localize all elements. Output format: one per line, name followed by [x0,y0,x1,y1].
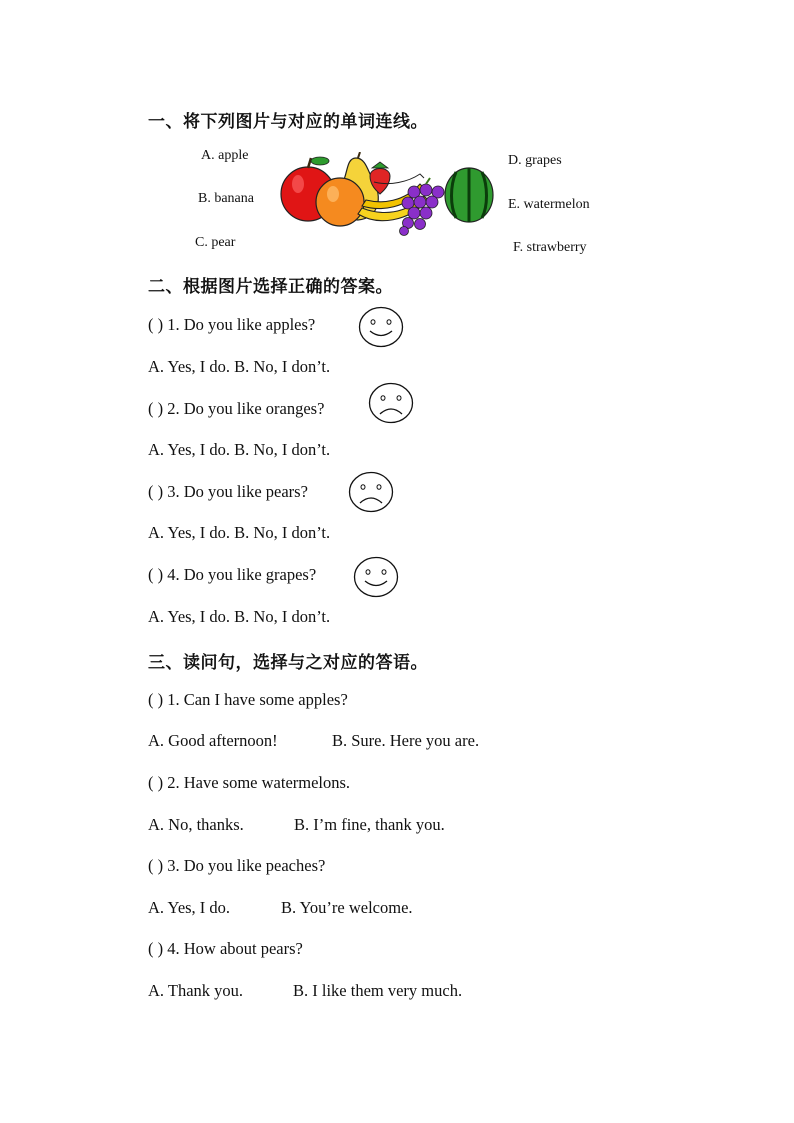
orange-icon [316,178,364,226]
s3-option-1a: A. Good afternoon! [148,731,278,750]
options-1: A. Yes, I do. B. No, I don’t. [148,357,331,376]
s3-question-2: ( ) 2. Have some watermelons. [148,773,351,792]
question-3: ( ) 3. Do you like pears? [148,482,308,501]
s3-question-1: ( ) 1. Can I have some apples? [148,690,348,709]
options-4: A. Yes, I do. B. No, I don’t. [148,607,331,626]
smiley-face-icon [358,306,404,348]
question-4: ( ) 4. Do you like grapes? [148,565,317,584]
sad-face-icon [348,471,394,513]
watermelon-icon [445,168,493,222]
word-watermelon: E. watermelon [508,197,590,212]
s3-option-3a: A. Yes, I do. [148,898,231,917]
smiley-face-icon [353,556,399,598]
s3-option-4a: A. Thank you. [148,981,244,1000]
s3-option-2a: A. No, thanks. [148,815,244,834]
word-grapes: D. grapes [508,153,562,168]
word-strawberry: F. strawberry [513,240,587,255]
s3-option-4b: B. I like them very much. [293,981,463,1000]
options-3: A. Yes, I do. B. No, I don’t. [148,523,331,542]
fruit-picture [278,152,498,236]
s3-option-2b: B. I’m fine, thank you. [294,815,445,834]
sad-face-icon [368,382,414,424]
section3-heading: 三、读问句，选择与之对应的答语。 [148,653,428,672]
grapes-icon [400,178,445,236]
s3-question-4: ( ) 4. How about pears? [148,939,303,958]
s3-question-3: ( ) 3. Do you like peaches? [148,856,326,875]
question-2: ( ) 2. Do you like oranges? [148,399,325,418]
options-2: A. Yes, I do. B. No, I don’t. [148,440,331,459]
word-apple: A. apple [201,148,249,163]
word-pear: C. pear [195,235,236,250]
question-1: ( ) 1. Do you like apples? [148,315,316,334]
section1-heading: 一、将下列图片与对应的单词连线。 [148,112,428,131]
s3-option-3b: B. You’re welcome. [281,898,413,917]
s3-option-1b: B. Sure. Here you are. [332,731,480,750]
word-banana: B. banana [198,191,254,206]
section2-heading: 二、根据图片选择正确的答案。 [148,277,393,296]
